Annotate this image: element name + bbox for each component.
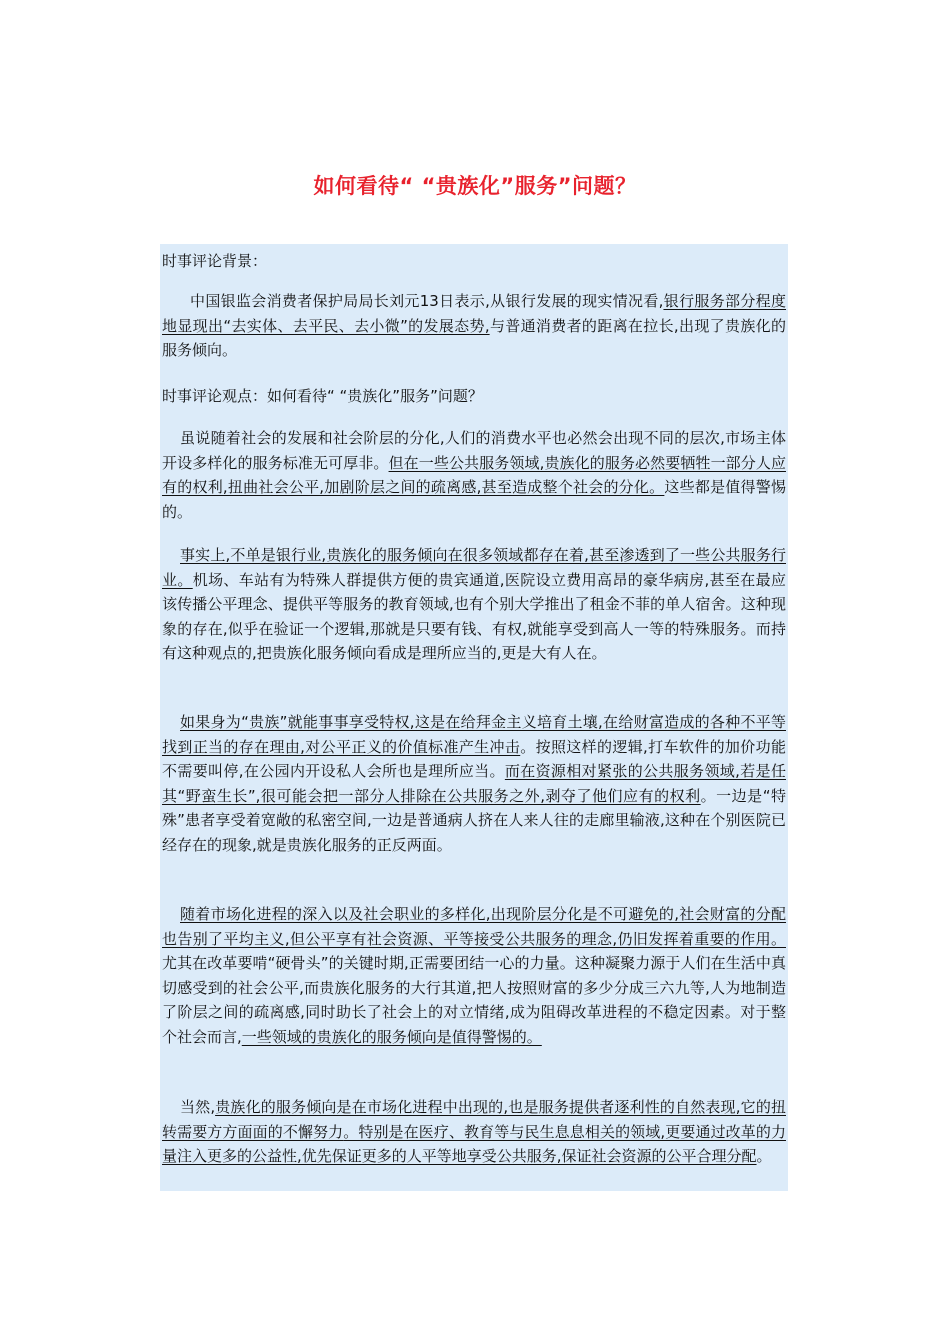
paragraph-segment-underlined: 。特别是在医疗、教育等与民生息息相关的领域,更要通过改革的力量注入更多的公益性,优先保证更多的人平等地享受公共服务,保证社会资源的公平合理分配 [162, 1122, 786, 1165]
page-title: 如何看待“ “贵族化”服务”问题？ [313, 174, 637, 198]
paragraph-3 [162, 710, 786, 857]
paragraph-segment: 这些都是值得警惕的。 [162, 478, 786, 521]
paragraph-segment-underlined: 事实上,不单是银行业,贵族化的服务倾向在很多领域都存在着,甚至渗透到了一些公共服务行业。 [162, 546, 786, 589]
paragraph-segment: 尤其在改革要啃“硬骨头”的关键时期,正需要团结一心的力量。这种凝聚力源于人们在生活中真切感受到的社会公平,而贵族化服务的大行其道,把人按照财富的多少分成三六九等,人为地制造了阶层之间的疏离感,同时助长了社会上的对立情绪,成为阻碍改革进程的不稳定因素。对于整个社会而言, [162, 954, 786, 1046]
paragraph-segment: 。 [756, 1147, 772, 1165]
paragraph-segment-underlined: 随着市场化进程的深入以及社会职业的多样化,出现阶层分化是不可避免的,社会财富的分配也告别了平均主义,但公平享有社会资源、平等接受公共服务的理念,仍旧发挥着重要的作用。 [162, 905, 786, 948]
paragraph-segment: 。按照这样的逻辑,打车软件的加价功能不需要叫停,在公园内开设私人会所也是理所应当。 [162, 737, 786, 780]
paragraph-segment-underlined: 一些领域的贵族化的服务倾向是值得警惕的。 [241, 1027, 542, 1046]
paragraph-1 [162, 426, 786, 524]
background-segment-underlined: 银行服务部分程度地显现出“去实体、去平民、去小微”的发展态势, [162, 292, 786, 335]
paragraph-5 [162, 1095, 786, 1169]
paragraph-segment-underlined: 如果身为“贵族”就能事事享受特权,这是在给拜金主义培育土壤,在给财富造成的各种不平等找到正当的存在理由,对公平正义的价值标准产生冲击 [162, 713, 786, 756]
background-segment: 与普通消费者的距离在拉长,出现了贵族化的服务倾向。 [162, 316, 787, 359]
background-segment: 中国银监会消费者保护局局长刘元13日表示,从银行发展的现实情况看, [190, 292, 664, 310]
viewpoint-heading: 时事评论观点：如何看待“ “贵族化”服务”问题？ [162, 387, 483, 405]
background-paragraph [162, 289, 786, 363]
paragraph-segment: 机场、车站有为特殊人群提供方便的贵宾通道,医院设立费用高昂的豪华病房,甚至在最应该传播公平理念、提供平等服务的教育领域,也有个别大学推出了租金不菲的单人宿舍。这种现象的存在,似乎在验证一个逻辑,那就是只要有钱、有权,就能享受到高人一等的特殊服务。而持有这种观点的,把贵族化服务倾向看成是理所应当的,更是大有人在。 [162, 570, 786, 662]
paragraph-2 [162, 543, 786, 666]
paragraph-segment-underlined: 贵族化的服务倾向是在市场化进程中出现的,也是服务提供者逐利性的自然表现,它的扭转需要方方面面的不懈努力 [162, 1098, 786, 1141]
background-heading: 时事评论背景： [162, 252, 268, 270]
paragraph-4 [162, 902, 786, 1049]
paragraph-segment: 虽说随着社会的发展和社会阶层的分化,人们的消费水平也必然会出现不同的层次,市场主体开设多样化的服务标准无可厚非。 [162, 429, 786, 472]
paragraph-segment: 。一边是“特殊”患者享受着宽敞的私密空间,一边是普通病人挤在人来人往的走廊里输液,这种在个别医院已经存在的现象,就是贵族化服务的正反两面。 [162, 786, 786, 854]
paragraph-segment-underlined: 但在一些公共服务领域,贵族化的服务必然要牺牲一部分人应有的权利,扭曲社会公平,加剧阶层之间的疏离感,甚至造成整个社会的分化。 [162, 453, 786, 496]
paragraph-segment-underlined: 而在资源相对紧张的公共服务领域,若是任其“野蛮生长”,很可能会把一部分人排除在公共服务之外,剥夺了他们应有的权利 [162, 762, 786, 805]
paragraph-segment: 当然, [180, 1098, 216, 1116]
